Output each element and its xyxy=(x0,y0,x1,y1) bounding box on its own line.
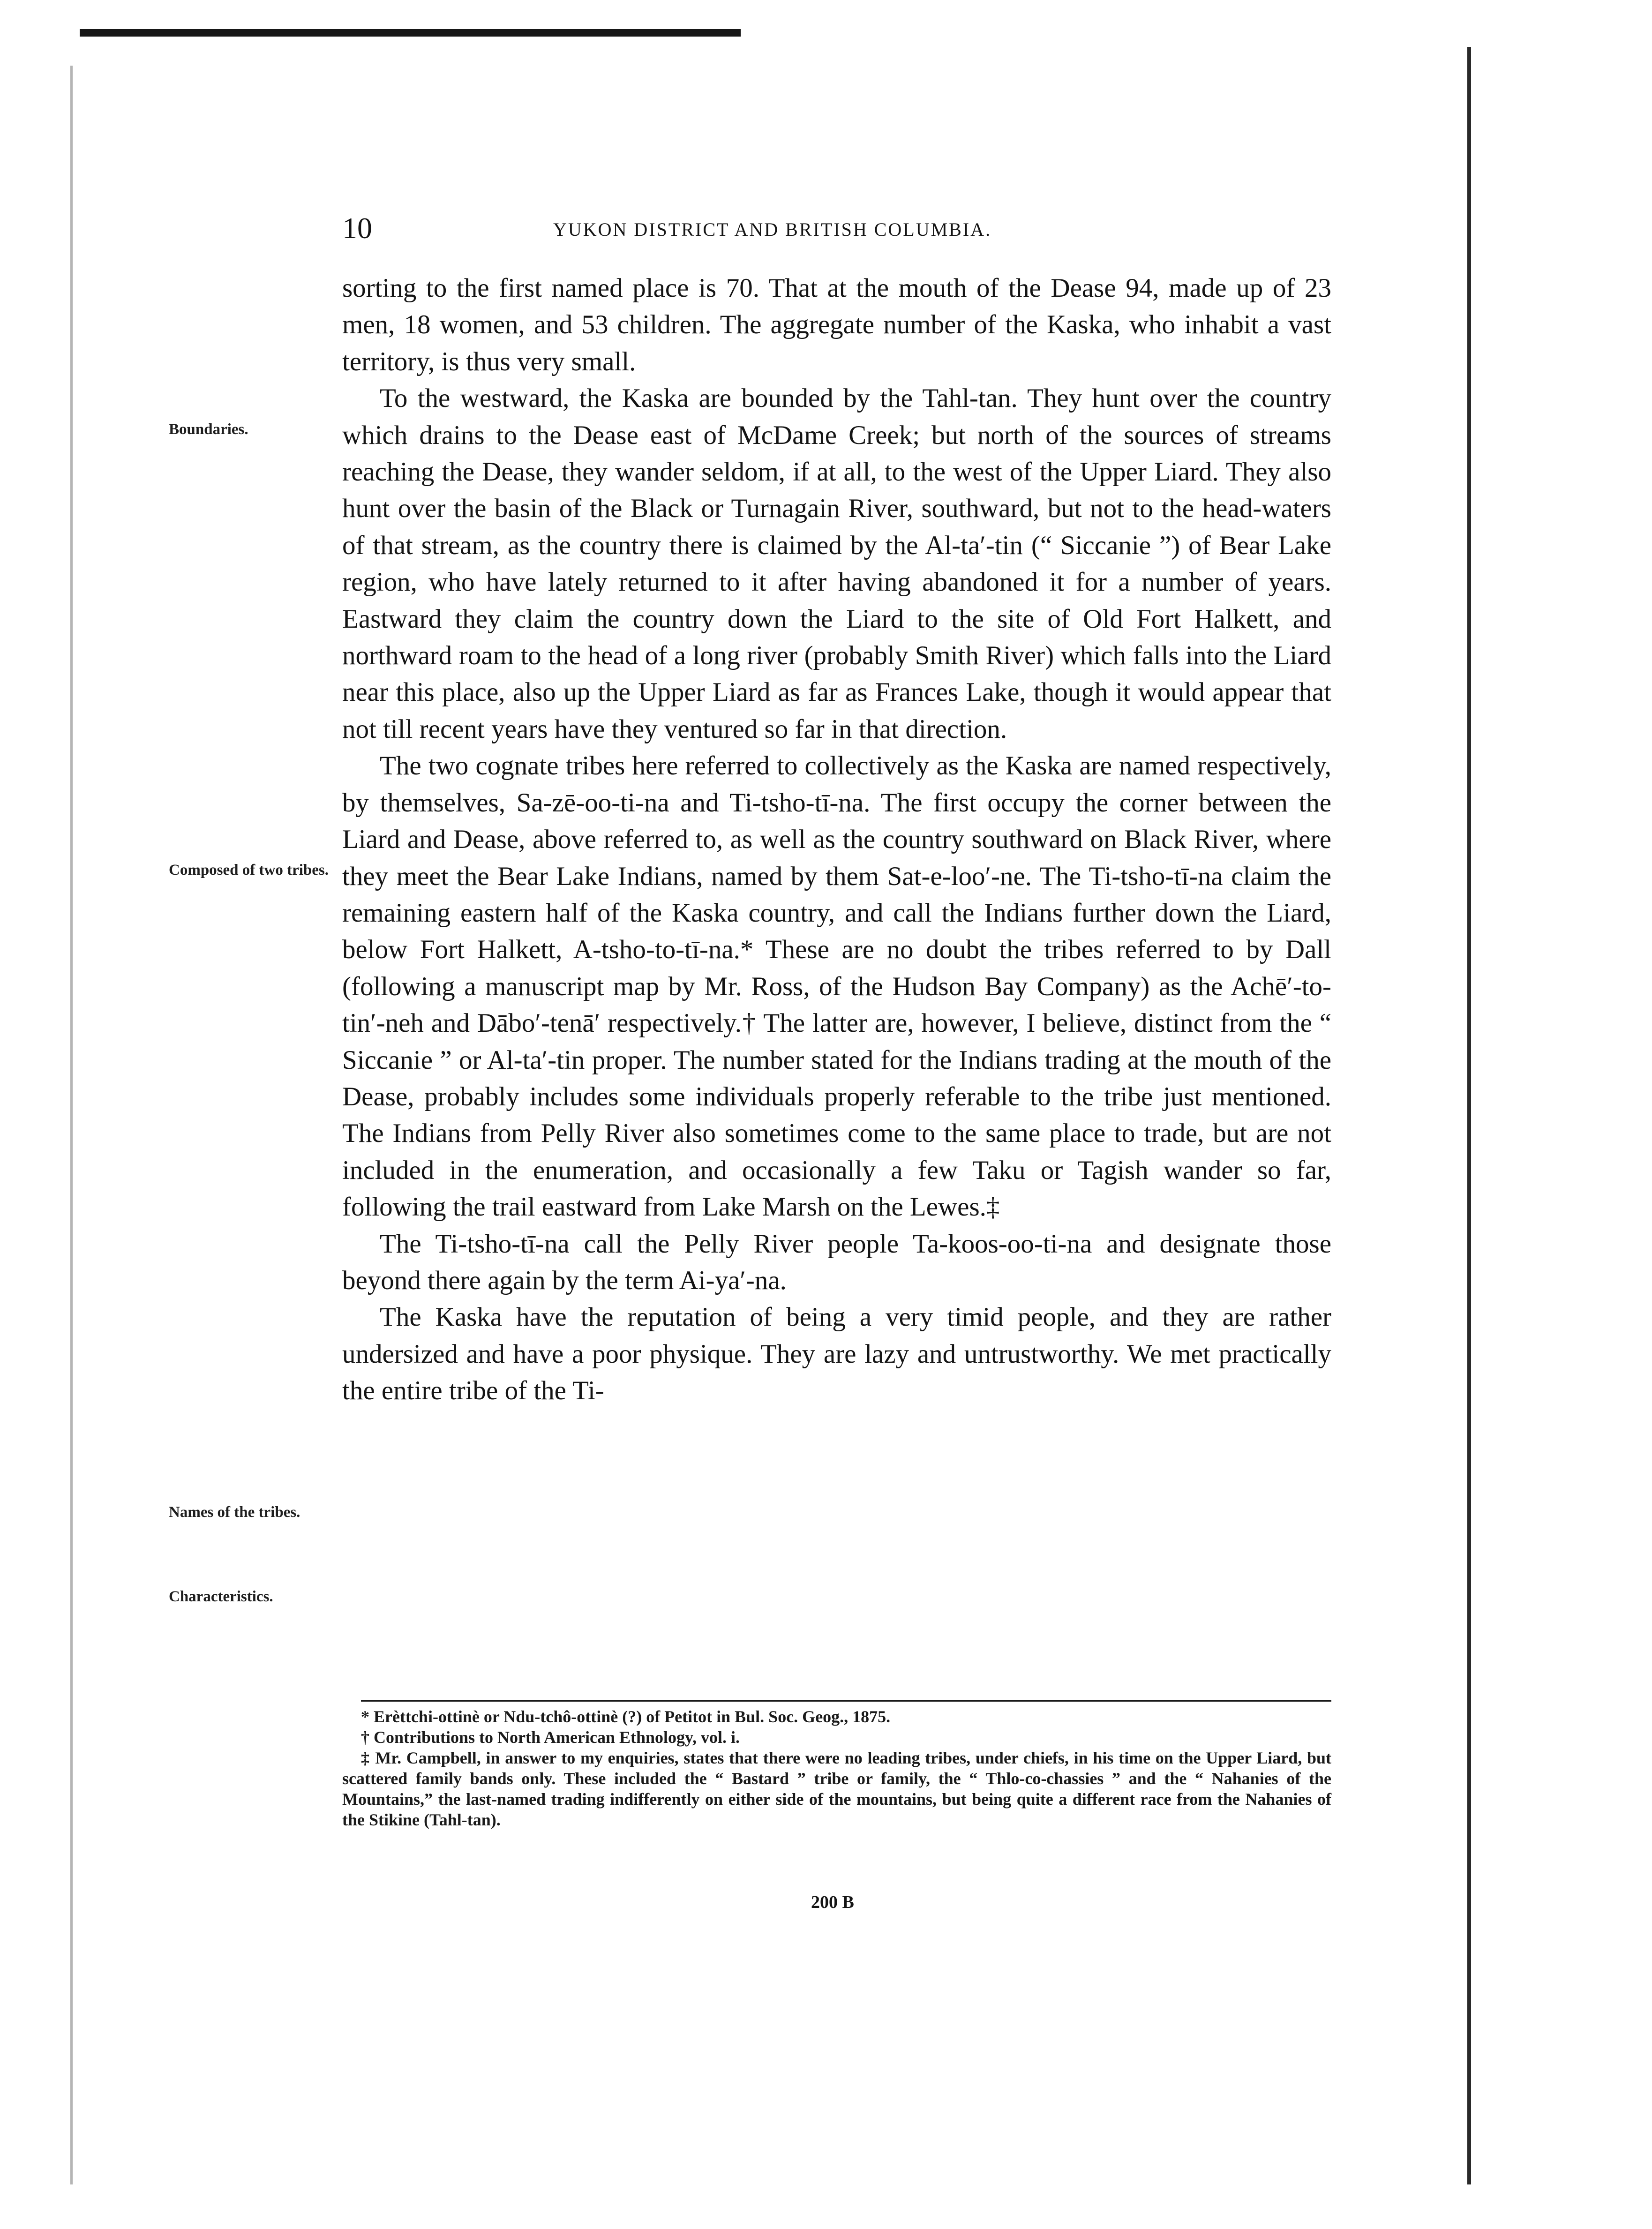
footnote: * Erèttchi-ottinè or Ndu-tchô-ottinè (?) of Petitot in Bul. Soc. Geog., 1875. xyxy=(361,1707,891,1726)
footnote: † Contributions to North American Ethnology, vol. i. xyxy=(361,1728,740,1747)
margin-note-boundaries: Boundaries. xyxy=(169,421,248,438)
footnotes xyxy=(342,1706,1331,1830)
page-number: 10 xyxy=(342,211,372,245)
paragraph: The Ti-tsho-tī-na call the Pelly River people Ta-koos-oo-ti-na and designate those beyond there again by the term Ai-ya′-na. xyxy=(342,1229,1331,1295)
binding-edge xyxy=(1467,47,1471,2184)
paragraph: The two cognate tribes here referred to collectively as the Kaska are named respectively, by themselves, Sa-zē-oo-ti-na and Ti-tsho-tī-na. The first occupy the corner between the Liard and Dease, above referred to, as well as the country southward on Black River, where they meet the Bear Lake Indians, named by them Sat-e-loo′-ne. The Ti-tsho-tī-na claim the remaining eastern half of the Kaska country, and call the Indians further down the Liard, below Fort Halkett, A-tsho-to-tī-na.* These are no doubt the tribes referred to by Dall (following a manuscript map by Mr. Ross, of the Hudson Bay Company) as the Achē′-to-tin′-neh and Dābo′-tenā′ respectively.† The latter are, however, I believe, distinct from the “ Siccanie ” or Al-ta′-tin proper. The number stated for the Indians trading at the mouth of the Dease, probably includes some individuals properly referable to the tribe just mentioned. The Indians from Pelly River also sometimes come to the same place to trade, but are not included in the enumeration, and occasionally a few Taku or Tagish wander so far, following the trail eastward from Lake Marsh on the Lewes.‡ xyxy=(342,751,1331,1222)
page-header xyxy=(342,212,1331,245)
paragraph: The Kaska have the reputation of being a very timid people, and they are rather undersized and have a poor physique. They are lazy and untrustworthy. We met practically the entire tribe of the Ti- xyxy=(342,1302,1331,1406)
footnote: ‡ Mr. Campbell, in answer to my enquiries, states that there were no leading tribes, under chiefs, in his time on the Upper Liard, but scattered family bands only. These included the “ Bastard ” tribe or family, the “ Thlo-co-chassies ” and the “ Nahanies of the Mountains,” the last-named trading indifferently on either side of the mountains, but being quite a different race from the Nahanies of the Stikine (Tahl-tan). xyxy=(342,1749,1331,1829)
running-title: YUKON DISTRICT AND BRITISH COLUMBIA. xyxy=(553,219,992,240)
margin-note-names: Names of the tribes. xyxy=(169,1504,300,1521)
margin-note-characteristics: Characteristics. xyxy=(169,1588,273,1605)
body-text xyxy=(342,270,1331,1410)
signature-mark: 200 B xyxy=(811,1892,854,1912)
top-rule xyxy=(80,29,741,37)
paragraph: To the westward, the Kaska are bounded by the Tahl-tan. They hunt over the country which drains to the Dease east of McDame Creek; but north of the sources of streams reaching the Dease, they wander seldom, if at all, to the west of the Upper Liard. They also hunt over the basin of the Black or Turnagain River, southward, but not to the head-waters of that stream, as the country there is claimed by the Al-ta′-tin (“ Siccanie ”) of Bear Lake region, who have lately returned to it after having abandoned it for a number of years. Eastward they claim the country down the Liard to the site of Old Fort Halkett, and northward roam to the head of a long river (probably Smith River) which falls into the Liard near this place, also up the Upper Liard as far as Frances Lake, though it would appear that not till recent years have they ventured so far in that direction. xyxy=(342,383,1331,744)
margin-note-composed: Composed of two tribes. xyxy=(169,862,329,878)
paragraph: sorting to the first named place is 70. That at the mouth of the Dease 94, made up of 23 men, 18 women, and 53 children. The aggregate number of the Kaska, who inhabit a vast territory, is thus very small. xyxy=(342,273,1331,376)
scan-edge-left xyxy=(70,66,73,2184)
footnote-rule xyxy=(361,1700,1331,1702)
